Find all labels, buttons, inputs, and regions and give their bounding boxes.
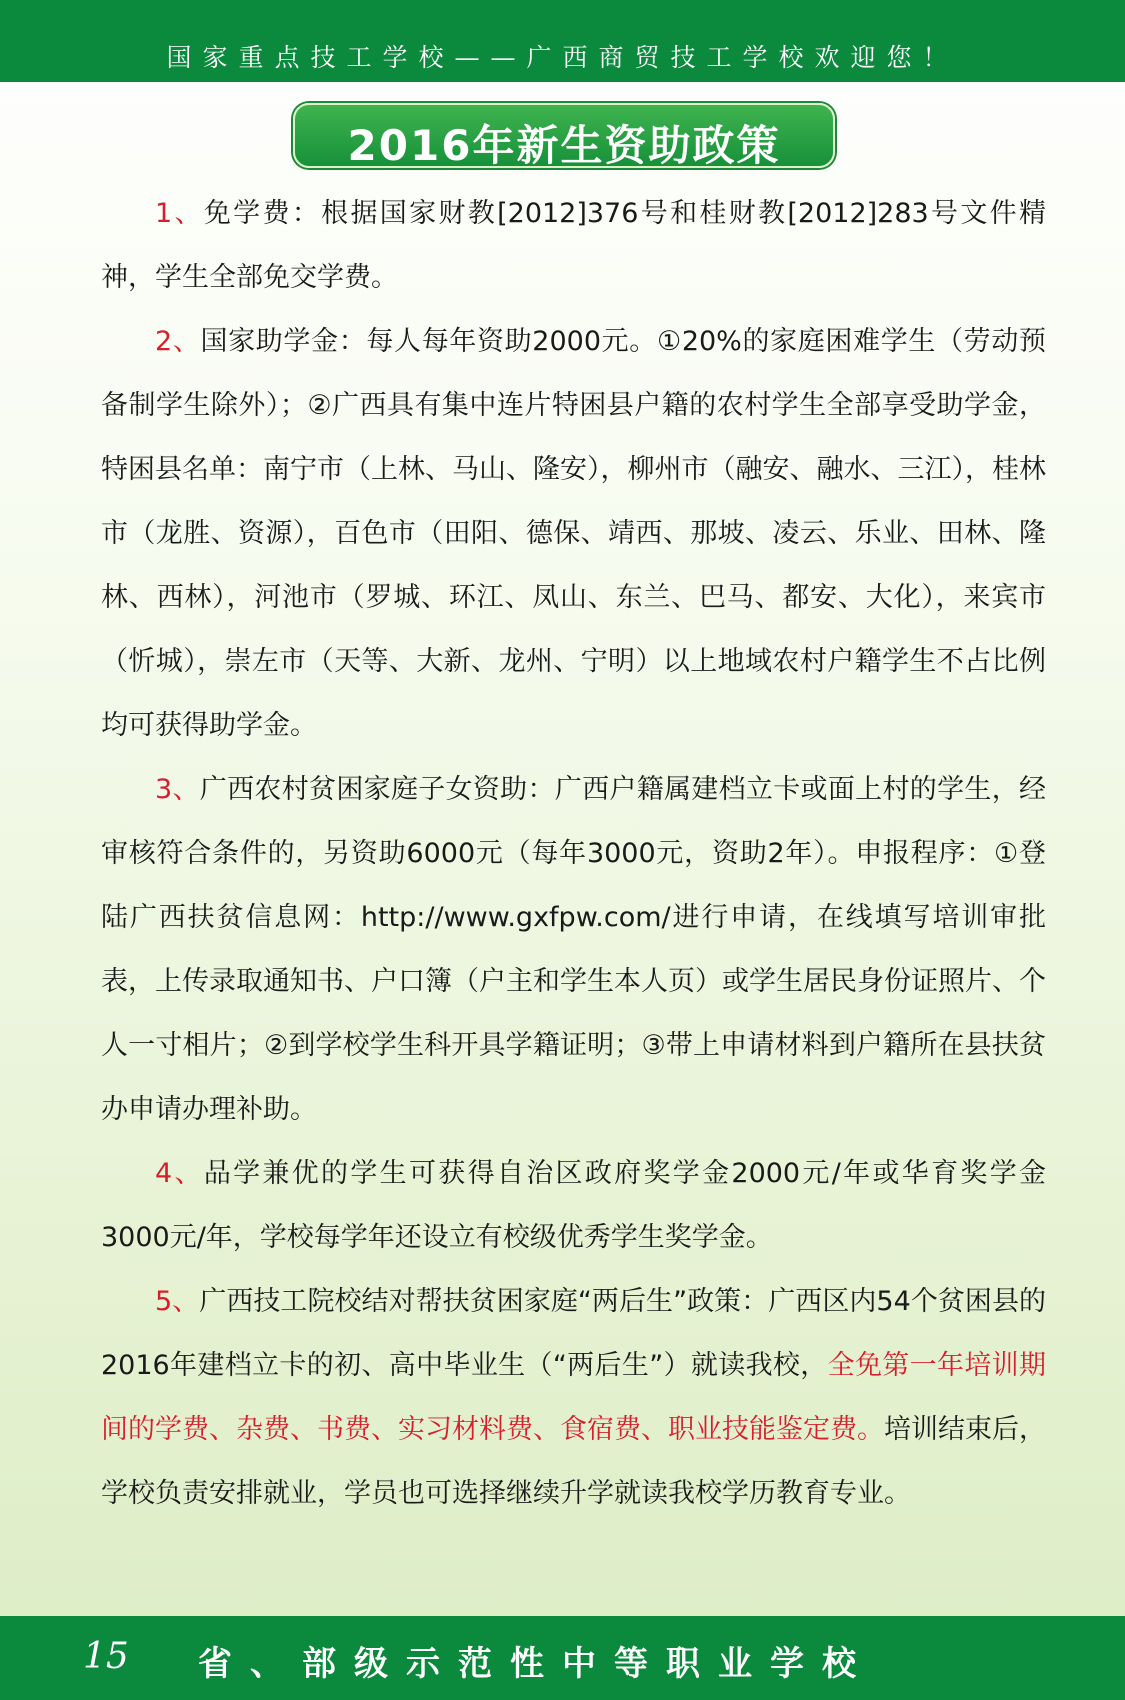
item-number: 5、 (155, 1286, 200, 1317)
page-title: 2016年新生资助政策 (347, 121, 781, 170)
page-title-box (293, 103, 835, 168)
item-text: 广西农村贫困家庭子女资助：广西户籍属建档立卡或面上村的学生，经审核符合条件的，另资助6000元（每年3000元，资助2年）。申报程序：①登陆广西扶贫信息网：http://www.gxfpw.com/进行申请，在线填写培训审批表，上传录取通知书、户口簿（户主和学生本人页）或学生居民身份证照片、个人一寸相片；②到学校学生科开具学籍证明；③带上申请材料到户籍所在县扶贫办申请办理补助。 (101, 774, 1046, 1125)
item-highlight-text: 全免第一年培训期间的学费、杂费、书费、实习材料费、食宿费、职业技能鉴定费。 (101, 1350, 1047, 1445)
item-number: 4、 (155, 1158, 204, 1189)
policy-item-5 (101, 1270, 1046, 1526)
item-text: 免学费：根据国家财教[2012]376号和桂财教[2012]283号文件精神，学生全部免交学费。 (101, 198, 1046, 293)
item-text: 国家助学金：每人每年资助2000元。①20%的家庭困难学生（劳动预备制学生除外）；②广西具有集中连片特困县户籍的农村学生全部享受助学金，特困县名单：南宁市（上林、马山、隆安），柳州市（融安、融水、三江），桂林市（龙胜、资源），百色市（田阳、德保、靖西、那坡、凌云、乐业、田林、隆林、西林），河池市（罗城、环江、凤山、东兰、巴马、都安、大化），来宾市（忻城），崇左市（天等、大新、龙州、宁明）以上地域农村户籍学生不占比例均可获得助学金。 (101, 326, 1046, 741)
page-number: 15 (83, 1636, 129, 1677)
item-number: 2、 (155, 326, 201, 357)
item-number: 1、 (155, 198, 204, 229)
item-text-after: 培训结束后，学校负责安排就业，学员也可选择继续升学就读我校学历教育专业。 (101, 1414, 1046, 1509)
school-slogan: 省、部级示范性中等职业学校 (198, 1644, 874, 1684)
item-number: 3、 (155, 774, 200, 805)
item-text: 品学兼优的学生可获得自治区政府奖学金2000元/年或华育奖学金3000元/年，学校每学年还设立有校级优秀学生奖学金。 (101, 1158, 1047, 1253)
welcome-slogan: 国家重点技工学校——广西商贸技工学校欢迎您！ (166, 43, 959, 72)
policy-item-4 (101, 1142, 1046, 1270)
policy-item-3 (101, 758, 1046, 1142)
policy-content (101, 182, 1046, 1526)
policy-item-2 (101, 310, 1046, 758)
item-text: 广西技工院校结对帮扶贫困家庭“两后生”政策：广西区内54个贫困县的2016年建档立卡的初、高中毕业生（“两后生”）就读我校， (101, 1286, 1046, 1381)
policy-item-1 (101, 182, 1046, 310)
top-banner (0, 0, 1125, 82)
bottom-banner (0, 1616, 1125, 1700)
